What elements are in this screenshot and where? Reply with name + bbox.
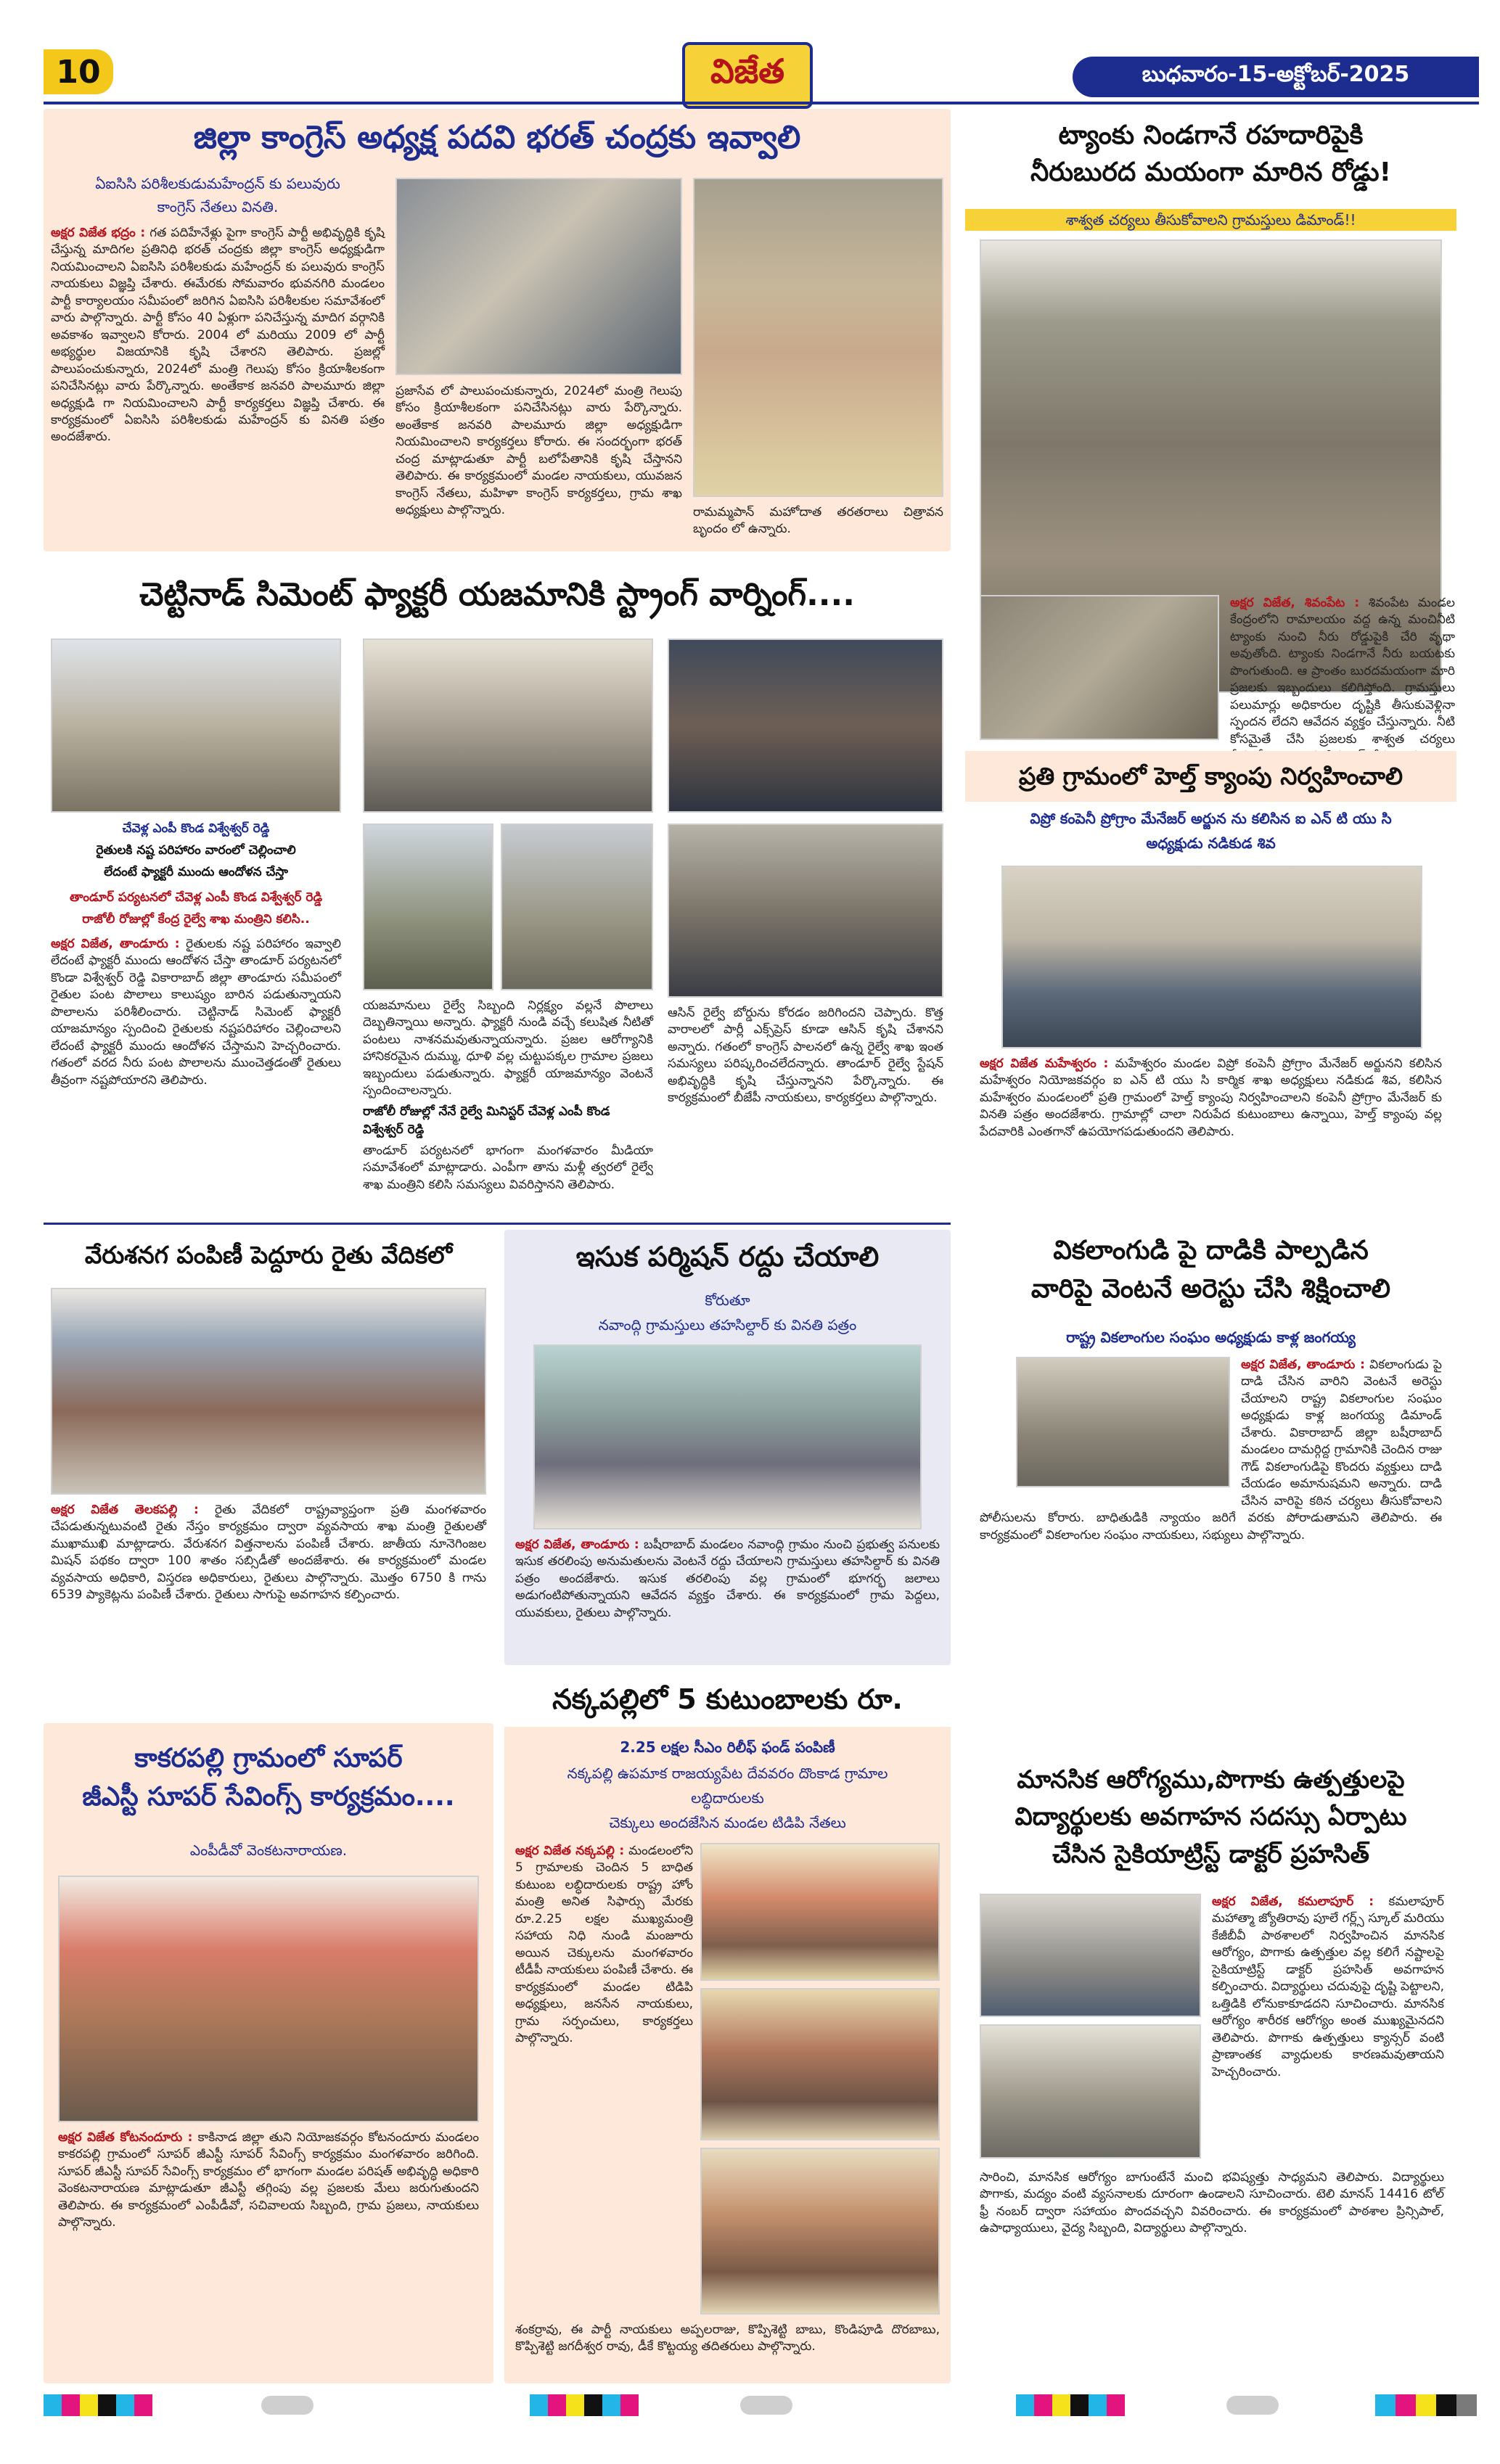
story-10-text: కమలాపూర్ మహాత్మా జ్యోతిరావు పూలే గర్ల్స్ స్కూల్ మరియు కేజీబీవీ పాఠశాలలో నిర్వహించిన మానసిక ఆరోగ్యం, పొగాకు ఉత్పత్తుల వల్ల కలిగే నష్టాలపై సైకియాట్రిస్ట్ డాక్టర్ ప్రహసిత్ అవగాహన కల్పించారు. విద్యార్థులు చదువుపై దృష్టి పెట్టాలని, ఒత్తిడికి లోనుకాకూడదని సూచించారు. మానసిక ఆరోగ్యం శారీరక ఆరోగ్యం అంత ముఖ్యమైనదని తెలిపారు. పొగాకు ఉత్పత్తులు క్యాన్సర్ వంటి ప్రాణాంతక వ్యాధులకు కారణమవుతాయని హెచ్చరించారు. [1212, 1894, 1445, 2079]
story-4-dateline: అక్షర విజేత, తాండూరు : [51, 937, 180, 951]
story-7-body [515, 1537, 940, 1660]
story-8-photo-3 [700, 2148, 940, 2315]
story-3-text: మహేశ్వరం మండల విప్రో కంపెనీ ప్రోగ్రాం మేనేజర్ అర్జునని కలిసిన మహేశ్వరం నియోజకవర్గం ఐ ఎన్ టి యు సి కార్మిక శాఖ అధ్యక్షులు నడికుడ శివ, కలిసిన మహేశ్వరం మండలంలో ప్రతి గ్రామంలో హెల్త్ క్యాంపు నిర్వహించాలని కంపెనీ ప్రోగ్రాం మేనేజర్ కు వినతి పత్రం అందజేశారు. గ్రామాల్లో చాలా నిరుపేద కుటుంబాలు ఉన్నాయి, హెల్త్ క్యాంపు వల్ల పేదవారికి ఎంతగానో ఉపయోగపడుతుందని తెలిపారు. [980, 1056, 1443, 1139]
story-10-body-2: సారించి, మానసిక ఆరోగ్యం బాగుంటేనే మంచి భవిష్యత్తు సాధ్యమని తెలిపారు. విద్యార్థులు పొగాకు, మద్యం వంటి వ్యసనాలకు దూరంగా ఉండాలని సూచించారు. టెలి మానస్ 14416 టోల్ ఫ్రీ నంబర్ ద్వారా సహాయం పొందవచ్చని వివరించారు. ఈ కార్యక్రమంలో పాఠశాల ప్రిన్సిపాల్, ఉపాధ్యాయులు, వైద్య సిబ్బంది, విద్యార్థులు పాల్గొన్నారు. [980, 2170, 1444, 2236]
story-10-photo-1 [980, 1894, 1201, 2017]
story-9-text: వికలాంగుడు పై దాడి చేసిన వారిని వెంటనే అరెస్టు చేయాలని రాష్ట్ర వికలాంగుల సంఘం అధ్యక్షుడు కాళ్ల జంగయ్య డిమాండ్ చేశారు. వికారాబాద్ జిల్లా బషీరాబాద్ మండలం దామర్గిద్ద గ్రామానికి చెందిన రాజు గౌడ్ వికలాంగుడిపై కొందరు వ్యక్తులు దాడి చేయడం అమానుషమని అన్నారు. దాడి చేసిన వారిపై కఠిన చర్యలు తీసుకోవాలని పోలీసులను కోరారు. బాధితుడికి న్యాయం జరిగే వరకు పోరాడుతామని తెలిపారు. ఈ కార్యక్రమంలో వికలాంగుల సంఘం నాయకులు, సభ్యులు పాల్గొన్నారు. [980, 1358, 1442, 1543]
registration-bar-1 [44, 2394, 152, 2416]
story-10-headline-line-1: మానసిక ఆరోగ్యము,పొగాకు ఉత్పత్తులపై [1017, 1765, 1405, 1795]
page-number: 10 [44, 49, 113, 94]
story-4-caption-2: రైతులకి నష్ట పరిహారం వారంలో చెల్లించాలి [96, 843, 296, 858]
story-7-photo [533, 1344, 922, 1529]
story-4-text: రైతులకు నష్ట పరిహారం ఇవ్వాలి లేదంటే ఫ్యాక్టరీ ముందు ఆందోళన చేస్తా తాండూర్ పర్యటనలో కొండా విశ్వేశ్వర్ రెడ్డి వికారాబాద్ జిల్లా తాండూరు సమీపంలో రైతుల పంట పొలాలు కాలుష్యం బారిన పడుతున్నాయని పొలాలను పరిశీలించారు. చెట్టినాడ్ సిమెంట్ ఫ్యాక్టరీ యాజమాన్యం స్పందించి రైతులకు నష్టపరిహారం చెల్లించాలని లేదంటే ఫ్యాక్టరీ ముందు ఆందోళన చేస్తామని హెచ్చరించారు. గతంలో వరద నీరు పంట పొలాలను ముంచెత్తడంతో రైతులు తీవ్రంగా నష్టపోయారని తెలిపారు. [51, 937, 341, 1088]
story-4-photo-2 [363, 638, 653, 813]
story-6-text: కాకినాడ జిల్లా తుని నియోజకవర్గం కోటనందూరు మండలం కాకరపల్లి గ్రామంలో సూపర్ జీఎస్టీ సూపర్ సేవింగ్స్ కార్యక్రమం మంగళవారం జరిగింది. సూపర్ జీఎస్టీ సూపర్ సేవింగ్స్ కార్యక్రమం లో భాగంగా మండల పరిషత్ అభివృద్ధి అధికారి వెంకటనారాయణ మాట్లాడుతూ జీఎస్టీ తగ్గింపు వల్ల ప్రజలకు మేలు జరుగుతుందని తెలిపారు. ఈ కార్యక్రమంలో ఎంపీడీవో, సచివాలయ సిబ్బంది, గ్రామ ప్రజలు, నాయకులు పాల్గొన్నారు. [58, 2130, 480, 2230]
story-3-body [980, 1056, 1442, 1201]
story-1-photo-portrait [693, 178, 943, 497]
story-2-photo-puddle [980, 595, 1219, 740]
story-1-body-2: ప్రజాసేవ లో పాలుపంచుకున్నారు, 2024లో మంత్రి గెలుపు కోసం క్రియాశీలకంగా పనిచేసినట్లు వారు పేర్కొన్నారు. అంతేకాక జనవరి పాలమూరు జిల్లా అధ్యక్షుడిగా నియమించాలని కార్యకర్తలు కోరారు. ఈ సందర్భంగా భరత్ చంద్ర మాట్లాడుతూ పార్టీ బలోపేతానికి కృషి చేస్తానని తెలిపారు. ఈ కార్యక్రమంలో మండల నాయకులు, యువజన కాంగ్రెస్ నేతలు, మహిళా కాంగ్రెస్ కార్యకర్తలు, గ్రామ శాఖ అధ్యక్షులు పాల్గొన్నారు. [396, 384, 682, 518]
story-8-photo-2 [700, 1988, 940, 2140]
story-1 [44, 109, 951, 551]
story-7-subheading: కోరుతూ [705, 1291, 750, 1309]
story-5-text: రైతు వేదికలో రాష్ట్రవ్యాప్తంగా ప్రతి మంగళవారం చేపడుతున్నటువంటి రైతు నేస్తం కార్యక్రమం ద్వారా వ్యవసాయ శాఖ మంత్రి రైతులతో ముఖాముఖి మాట్లాడారు. వేరుశనగ విత్తనాలను పంపిణీ చేశారు. జాతీయ నూనెగింజల మిషన్ పథకం ద్వారా 100 శాతం సబ్సిడీతో అందజేశారు. ఈ కార్యక్రమంలో మండల వ్యవసాయ అధికారి, విస్తరణ అధికారులు, రైతులు పాల్గొన్నారు. మొత్తం 6750 కి గాను 6539 ప్యాకెట్లను పంపిణీ చేశారు. రైతులు సాగుపై అవగాహన కల్పించారు. [51, 1503, 486, 1603]
story-1-subheading-2: కాంగ్రెస్ నేతలు వినతి. [157, 198, 279, 215]
story-4-photo-6 [668, 824, 943, 998]
story-2-headline-line-1: ట్యాంకు నిండగానే రహదారిపైకి [1058, 120, 1364, 150]
story-5-dateline: అక్షర విజేత తెలకపల్లి : [51, 1503, 199, 1517]
story-7 [504, 1230, 951, 1665]
story-6-headline-line-2: జీఎస్టీ సూపర్ సేవింగ్స్ కార్యక్రమం.... [82, 1782, 455, 1812]
masthead-rule [44, 102, 1479, 104]
story-10-photo-2 [980, 2024, 1201, 2159]
story-4-caption-4: తాండూర్ పర్యటనలో చేవెళ్ల ఎంపీ కొండ విశ్వేశ్వర్ రెడ్డి [69, 890, 323, 905]
story-8-subheading-4: చెక్కులు అందజేసిన మండల టిడిపి నేతలు [609, 1814, 846, 1831]
story-10-headline [965, 1749, 1456, 1886]
story-4-photo-4 [501, 824, 653, 990]
story-2-subheading: శాశ్వత చర్యలు తీసుకోవాలని గ్రామస్తులు డిమాండ్!! [965, 209, 1456, 231]
date-banner: బుధవారం-15-అక్టోబర్-2025 [1073, 57, 1479, 97]
registration-pill-2 [740, 2396, 792, 2415]
story-6-headline-line-1: కాకరపల్లి గ్రామంలో సూపర్ [134, 1743, 403, 1773]
story-1-body [51, 225, 385, 544]
story-5-photo [51, 1288, 486, 1495]
story-7-dateline: అక్షర విజేత, తాండూరు : [515, 1537, 639, 1552]
story-2-dateline: అక్షర విజేత, శివంపేట : [1230, 596, 1360, 610]
story-9-text-spacer [980, 1357, 1241, 1495]
story-1-text: గత పదిహేనేళ్లు పైగా కాంగ్రెస్ పార్టీ అభివృద్ధికి కృషి చేస్తున్న మాదిగల ప్రతినిధి భరత్ చంద్రకు జిల్లా కాంగ్రెస్ అధ్యక్షుడిగా నియమించాలని ఏఐసిసి పరిశీలకుడు మహేంద్రన్ కు పలువురు కాంగ్రెస్ నాయకులు విజ్ఞప్తి చేశారు. ఈమేరకు సోమవారం భువనగిరి మండలం పార్టీ కార్యాలయం సమీపంలో జరిగిన ఏఐసిసి పరిశీలకుల సమావేశంలో వారు పాల్గొన్నారు. పార్టీ కోసం 40 ఏళ్లుగా పనిచేస్తున్న మాదిగ వర్గానికి అవకాశం ఇవ్వాలని కోరారు. 2004 లో మరియు 2009 లో పార్టీ అభ్యర్థుల విజయానికి కృషి చేశారని తెలిపారు. ప్రజల్లో పాలుపంచుకున్నారు, 2024లో మంత్రి గెలుపు కోసం క్రియాశీలకంగా పనిచేసినట్లు వారు పేర్కొన్నారు. అంతేకాక జనవరి పాలమూరు జిల్లా అధ్యక్షుడి గా నియమించాలని పార్టీ కార్యకర్తలు విజ్ఞప్తి చేశారు. ఈ కార్యక్రమంలో ఏఐసిసి పరిశీలకుడు మహేంద్రన్ కు వినతి పత్రం అందజేశారు. [51, 226, 385, 445]
story-9 [965, 1219, 1456, 1741]
story-7-headline: ఇసుక పర్మిషన్ రద్దు చేయాలి [575, 1240, 880, 1273]
story-8-dateline: అక్షర విజేత నక్కపల్లి : [515, 1844, 625, 1858]
story-4 [44, 562, 951, 1215]
story-6-headline [44, 1723, 493, 1832]
story-9-headline-line-1: వికలాంగుడి పై దాడికి పాల్పడిన [1053, 1235, 1369, 1265]
story-10-headline-line-2: విద్యార్థులకు అవగాహన సదస్సు ఏర్పాటు [1015, 1802, 1407, 1832]
story-4-photo-1 [51, 638, 341, 813]
registration-bar-4 [1375, 2394, 1477, 2416]
story-8-text: మండలంలోని 5 గ్రామాలకు చెందిన 5 బాధిత కుటుంబ లబ్ధిదారులకు రాష్ట్ర హోం మంత్రి అనిత సిఫార్సు మేరకు రూ.2.25 లక్షల ముఖ్యమంత్రి సహాయ నిధి నుండి మంజూరు అయిన చెక్కులను మంగళవారం టీడీపీ నాయకులు పంపిణీ చేశారు. ఈ కార్యక్రమంలో మండల టిడిపి అధ్యక్షులు, జనసేన నాయకులు, గ్రామ సర్పంచులు, కార్యకర్తలు పాల్గొన్నారు. [515, 1844, 693, 2045]
story-5-body [51, 1502, 486, 1709]
newspaper-logo: విజేత [682, 42, 813, 109]
story-4-body [51, 936, 341, 1208]
story-4-caption-5: రాజోలీ రోజుల్లో కేంద్ర రైల్వే శాఖ మంత్రిని కలిసి.. [82, 912, 310, 927]
story-1-photo-group [396, 178, 682, 375]
story-2-headline [965, 109, 1456, 199]
story-3-subheading: విప్రో కంపెనీ ప్రోగ్రాం మేనేజర్ అర్జున ను కలిసిన ఐ ఎన్ టి యు సి [1030, 810, 1392, 827]
story-2-headline-line-2: నీరుబురద మయంగా మారిన రోడ్డు! [1030, 157, 1392, 187]
story-3 [965, 751, 1456, 1204]
story-4-body-4: ఆసిన్ రైల్వే బోర్డును కోరడం జరిగిందని చెప్పారు. కొత్త వారాలలో పార్లీ ఎక్స్‌ప్రెస్ కూడా ఆసిన్ కృషి చేశానని అన్నారు. గతంలో కాంగ్రెస్ పాలనలో ఉన్న రైల్వే శాఖ ఇంత సమస్యలు పరిష్కరించలేదన్నారు. తాండూర్ రైల్వే స్టేషన్ అభివృద్ధికి కృషి చేస్తున్నానని పేర్కొన్నారు. ఈ కార్యక్రమంలో బీజేపీ నాయకులు, కార్యకర్తలు పాల్గొన్నారు. [668, 1006, 943, 1106]
story-8-body [515, 1843, 693, 2315]
story-9-body [980, 1357, 1442, 1734]
story-8 [504, 1672, 951, 2383]
story-6-subheading: ఎంపీడీవో వెంకటనారాయణ. [189, 1841, 348, 1859]
story-4-body-3: తాండూర్ పర్యటనలో భాగంగా మంగళవారం మీడియా సమావేశంలో మాట్లాడారు. ఎంపీగా తాను మళ్లీ త్వరలో రైల్వే శాఖ మంత్రిని కలిసి సమస్యలు వివరిస్తానని తెలిపారు. [363, 1143, 653, 1192]
story-4-bold-caption: రాజోలీ రోజుల్లో నేనే రైల్వే మినిస్టర్ చేవెళ్ల ఎంపీ కొండ విశ్వేశ్వర్ రెడ్డి [363, 1104, 610, 1137]
story-7-text: బషీరాబాద్ మండలం నవాంద్గి గ్రామం నుంచి ప్రభుత్వ పనులకు ఇసుక తరలింపు అనుమతులను వెంటనే రద్దు చేయాలని గ్రామస్తులు తహసిల్దార్ కు వినతి పత్రం అందజేశారు. ఇసుక తరలింపు వల్ల గ్రామంలో భూగర్భ జలాలు అడుగంటిపోతున్నాయని ఆవేదన వ్యక్తం చేశారు. ఈ కార్యక్రమంలో గ్రామ పెద్దలు, యువకులు, రైతులు పాల్గొన్నారు. [515, 1537, 940, 1620]
story-10-body [1212, 1894, 1444, 2162]
story-9-headline [965, 1219, 1456, 1321]
story-4-photo-3 [363, 824, 493, 990]
story-8-body-2: శంకర్రావు, ఈ పార్టీ నాయకులు అప్పలరాజు, కొప్పిశెట్టి బాబు, కొండిపూడి దొరబాబు, కొప్పిశెట్టి జగదీశ్వర రావు, డీకే కొట్టయ్య తదితరులు పాల్గొన్నారు. [515, 2323, 940, 2354]
story-6-dateline: అక్షర విజేత కోటనందూరు : [58, 2130, 193, 2145]
story-1-dateline: అక్షర విజేత భద్రం : [51, 226, 146, 240]
story-7-subheading-2: నవాంద్గి గ్రామస్తులు తహసిల్దార్ కు వినతి పత్రం [598, 1316, 857, 1334]
story-9-dateline: అక్షర విజేత, తాండూరు : [1241, 1358, 1365, 1372]
story-4-body-2: యజమానులు రైల్వే సిబ్బంది నిర్లక్ష్యం వల్లనే పొలాలు దెబ్బతిన్నాయి అన్నారు. ఫ్యాక్టరీ నుండి వచ్చే కలుషిత నీటితో పంటలు నాశనమవుతున్నాయన్నారు. ప్రజల ఆరోగ్యానికి హానికరమైన దుమ్ము, ధూళి వల్ల చుట్టుపక్కల గ్రామాల ప్రజలు ఇబ్బందులు పడుతున్నారు. ఫ్యాక్టరీ యాజమాన్యం వెంటనే స్పందించాలన్నారు. [363, 998, 653, 1098]
story-8-photo-1 [700, 1843, 940, 1981]
story-5-headline: వేరుశనగ పంపిణీ పెద్దూరు రైతు వేదికలో [84, 1241, 453, 1270]
story-4-caption-1: చేవెళ్ల ఎంపీ కొండ విశ్వేశ్వర్ రెడ్డి [122, 821, 270, 836]
story-4-caption-3: లేదంటే ఫ్యాక్టరీ ముందు ఆందోళన చేస్తా [104, 865, 288, 879]
story-5 [44, 1230, 493, 1716]
registration-pill-1 [261, 2396, 313, 2415]
registration-bar-3 [1016, 2394, 1125, 2416]
story-6 [44, 1723, 493, 2383]
story-3-photo [1001, 866, 1422, 1048]
story-1-subheading: ఏఐసిసి పరిశీలకుడుమహేంద్రన్ కు పలువురు [95, 175, 340, 192]
registration-bar-2 [530, 2394, 639, 2416]
story-9-headline-line-2: వారిపై వెంటనే అరెస్టు చేసి శిక్షించాలి [1030, 1274, 1391, 1304]
story-6-body [58, 2130, 479, 2376]
story-9-subheading: రాష్ట్ర వికలాంగుల సంఘం అధ్యక్షుడు కాళ్ల జంగయ్య [1066, 1328, 1356, 1346]
story-8-subheading: 2.25 లక్షల సీఎం రిలీఫ్ ఫండ్ పంపిణీ [620, 1738, 835, 1756]
story-4-photo-5 [668, 638, 943, 813]
story-8-subheading-3: లబ్ధిదారులకు [691, 1789, 764, 1807]
story-8-headline: నక్కపల్లిలో 5 కుటుంబాలకు రూ. [504, 1672, 951, 1727]
story-1-headline: జిల్లా కాంగ్రెస్ అధ్యక్ష పదవి భరత్ చంద్రకు ఇవ్వాలి [193, 118, 801, 156]
story-3-headline: ప్రతి గ్రామంలో హెల్త్ క్యాంపు నిర్వహించాలి [965, 751, 1456, 802]
story-2-text: శివంపేట మండల కేంద్రంలోని రామాలయం వద్ద ఉన్న మంచినీటి ట్యాంకు నుంచి నీరు రోడ్డుపైకి చేరి వృథా అవుతోంది. ట్యాంకు నిండగానే నీరు బయటకు పొంగుతుంది. ఆ ప్రాంతం బురదమయంగా మారి ప్రజలకు ఇబ్బందులు కలిగిస్తోంది. గ్రామస్తులు పలుమార్లు అధికారుల దృష్టికి తీసుకువెళ్లినా స్పందన లేదని ఆవేదన వ్యక్తం చేస్తున్నారు. నీటి కోసమైతే చేసి ప్రజలకు శాశ్వత చర్యలు [1230, 596, 1455, 747]
section-divider [44, 1223, 951, 1225]
story-3-subheading-2: అధ్యక్షుడు నడికుడ శివ [1146, 834, 1276, 852]
story-8-subheading-2: నక్కపల్లి ఉపమాక రాజయ్యపేట దేవవరం దొంకాడ గ్రామాల [567, 1765, 888, 1782]
registration-pill-3 [1226, 2396, 1279, 2415]
story-4-headline: చెట్టినాడ్ సిమెంట్ ఫ్యాక్టరీ యజమానికి స్ట్రాంగ్ వార్నింగ్.... [139, 575, 855, 613]
story-3-dateline: అక్షర విజేత మహేశ్వరం : [980, 1056, 1109, 1071]
story-1-photo-caption: రామమ్మపాన్ మహోదాత తరతరాలు చిత్రావన బృందం లో ఉన్నారు. [693, 505, 943, 537]
story-10 [965, 1749, 1456, 2383]
story-6-photo [58, 1876, 479, 2122]
story-10-headline-line-3: చేసిన సైకియాట్రిస్ట్ డాక్టర్ ప్రహసిత్ [1052, 1839, 1369, 1869]
story-10-dateline: అక్షర విజేత, కమలాపూర్ : [1212, 1894, 1374, 1909]
story-2-body [1230, 595, 1455, 747]
